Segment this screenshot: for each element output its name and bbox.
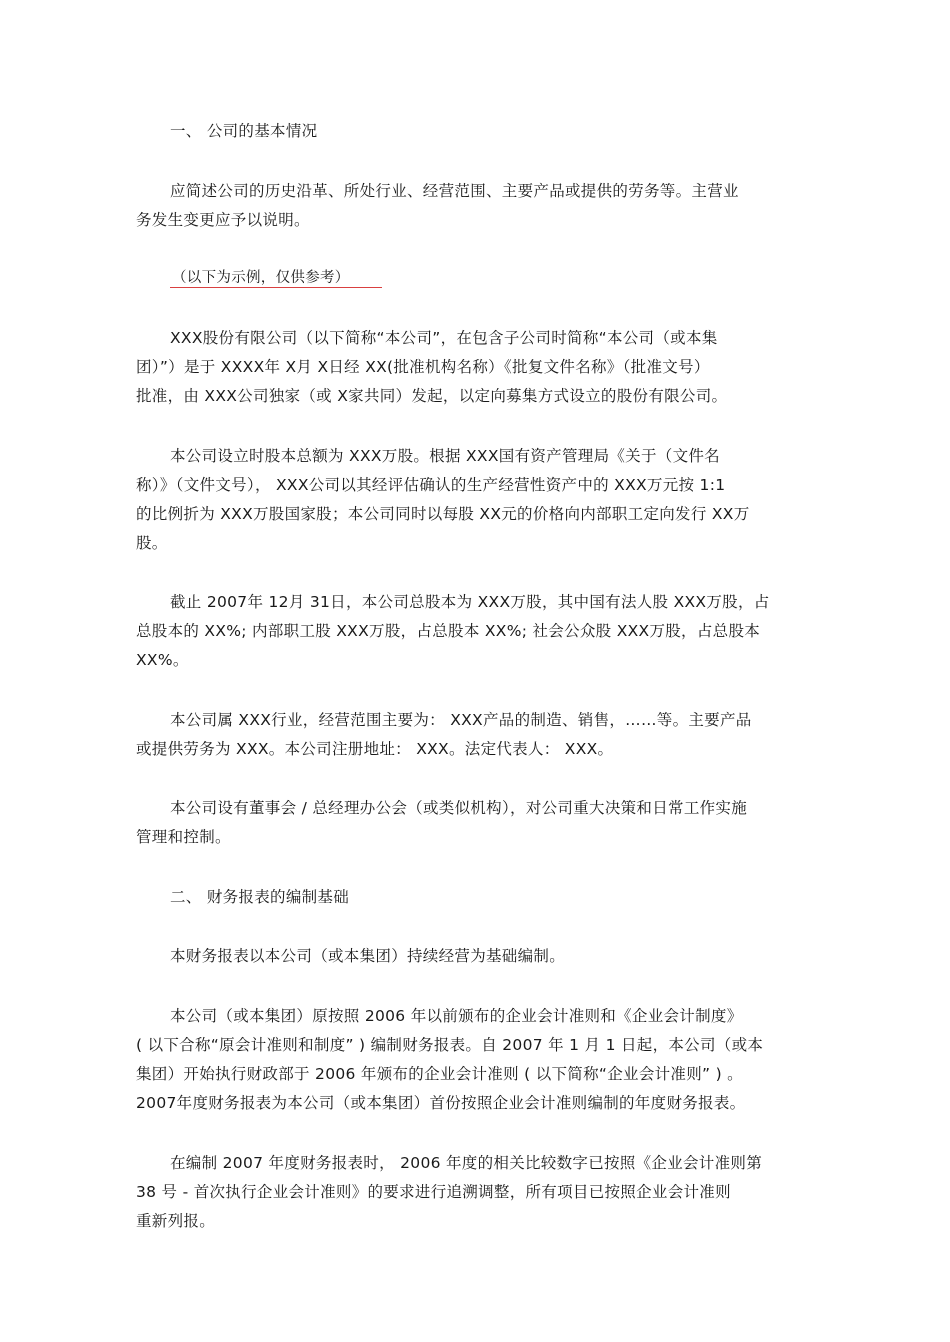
para3-line-1: 截止 2007年 12月 31日，本公司总股本为 XXX万股，其中国有法人股 XXX万股，占 — [170, 593, 770, 611]
para2-line-2: 称）》（文件文号）， XXX公司以其经评估确认的生产经营性资产中的 XXX万元按 1:1 — [136, 476, 726, 494]
para8-line-2: 38 号 - 首次执行企业会计准则》的要求进行追溯调整，所有项目已按照企业会计准则 — [136, 1183, 731, 1201]
example-note: （以下为示例，仅供参考） — [172, 270, 350, 286]
section1-heading: 一、 公司的基本情况 — [170, 122, 318, 140]
para2-line-4: 股。 — [136, 534, 168, 552]
para4-line-1: 本公司属 XXX行业，经营范围主要为： XXX产品的制造、销售，……等。主要产品 — [170, 711, 752, 729]
para5-line-1: 本公司设有董事会 / 总经理办公会（或类似机构），对公司重大决策和日常工作实施 — [170, 799, 748, 817]
para7-line-3: 集团）开始执行财政部于 2006 年颁布的企业会计准则 ( 以下简称“企业会计准则” ) 。 — [136, 1065, 743, 1083]
example-note-underline — [170, 287, 382, 288]
intro-line-2: 务发生变更应予以说明。 — [136, 211, 310, 229]
para7-line-1: 本公司（或本集团）原按照 2006 年以前颁布的企业会计准则和《企业会计制度》 — [170, 1007, 743, 1025]
para2-line-1: 本公司设立时股本总额为 XXX万股。根据 XXX国有资产管理局《关于（文件名 — [170, 447, 720, 465]
para3-line-2: 总股本的 XX%; 内部职工股 XXX万股，占总股本 XX%; 社会公众股 XXX万股，占总股本 — [136, 622, 761, 640]
para1-line-1: XXX股份有限公司（以下简称“本公司”，在包含子公司时简称“本公司（或本集 — [170, 329, 718, 347]
para3-line-3: XX%。 — [136, 651, 189, 669]
para1-line-3: 批准，由 XXX公司独家（或 X家共同）发起，以定向募集方式设立的股份有限公司。 — [136, 387, 728, 405]
para5-line-2: 管理和控制。 — [136, 828, 231, 846]
para8-line-1: 在编制 2007 年度财务报表时， 2006 年度的相关比较数字已按照《企业会计准则第 — [170, 1154, 763, 1172]
para8-line-3: 重新列报。 — [136, 1212, 216, 1230]
para7-line-2: ( 以下合称“原会计准则和制度” ) 编制财务报表。自 2007 年 1 月 1 日起，本公司（或本 — [136, 1036, 764, 1054]
para2-line-3: 的比例折为 XXX万股国家股；本公司同时以每股 XX元的价格向内部职工定向发行 XX万 — [136, 505, 750, 523]
para4-line-2: 或提供劳务为 XXX。本公司注册地址： XXX。法定代表人： XXX。 — [136, 740, 614, 758]
para1-line-2: 团）”）是于 XXXX年 X月 X日经 XX(批准机构名称）《批复文件名称》（批准文号） — [136, 358, 710, 376]
para7-line-4: 2007年度财务报表为本公司（或本集团）首份按照企业会计准则编制的年度财务报表。 — [136, 1094, 746, 1112]
para6-line-1: 本财务报表以本公司（或本集团）持续经营为基础编制。 — [170, 947, 566, 965]
intro-line-1: 应简述公司的历史沿革、所处行业、经营范围、主要产品或提供的劳务等。主营业 — [170, 182, 739, 200]
section2-heading: 二、 财务报表的编制基础 — [170, 888, 350, 906]
